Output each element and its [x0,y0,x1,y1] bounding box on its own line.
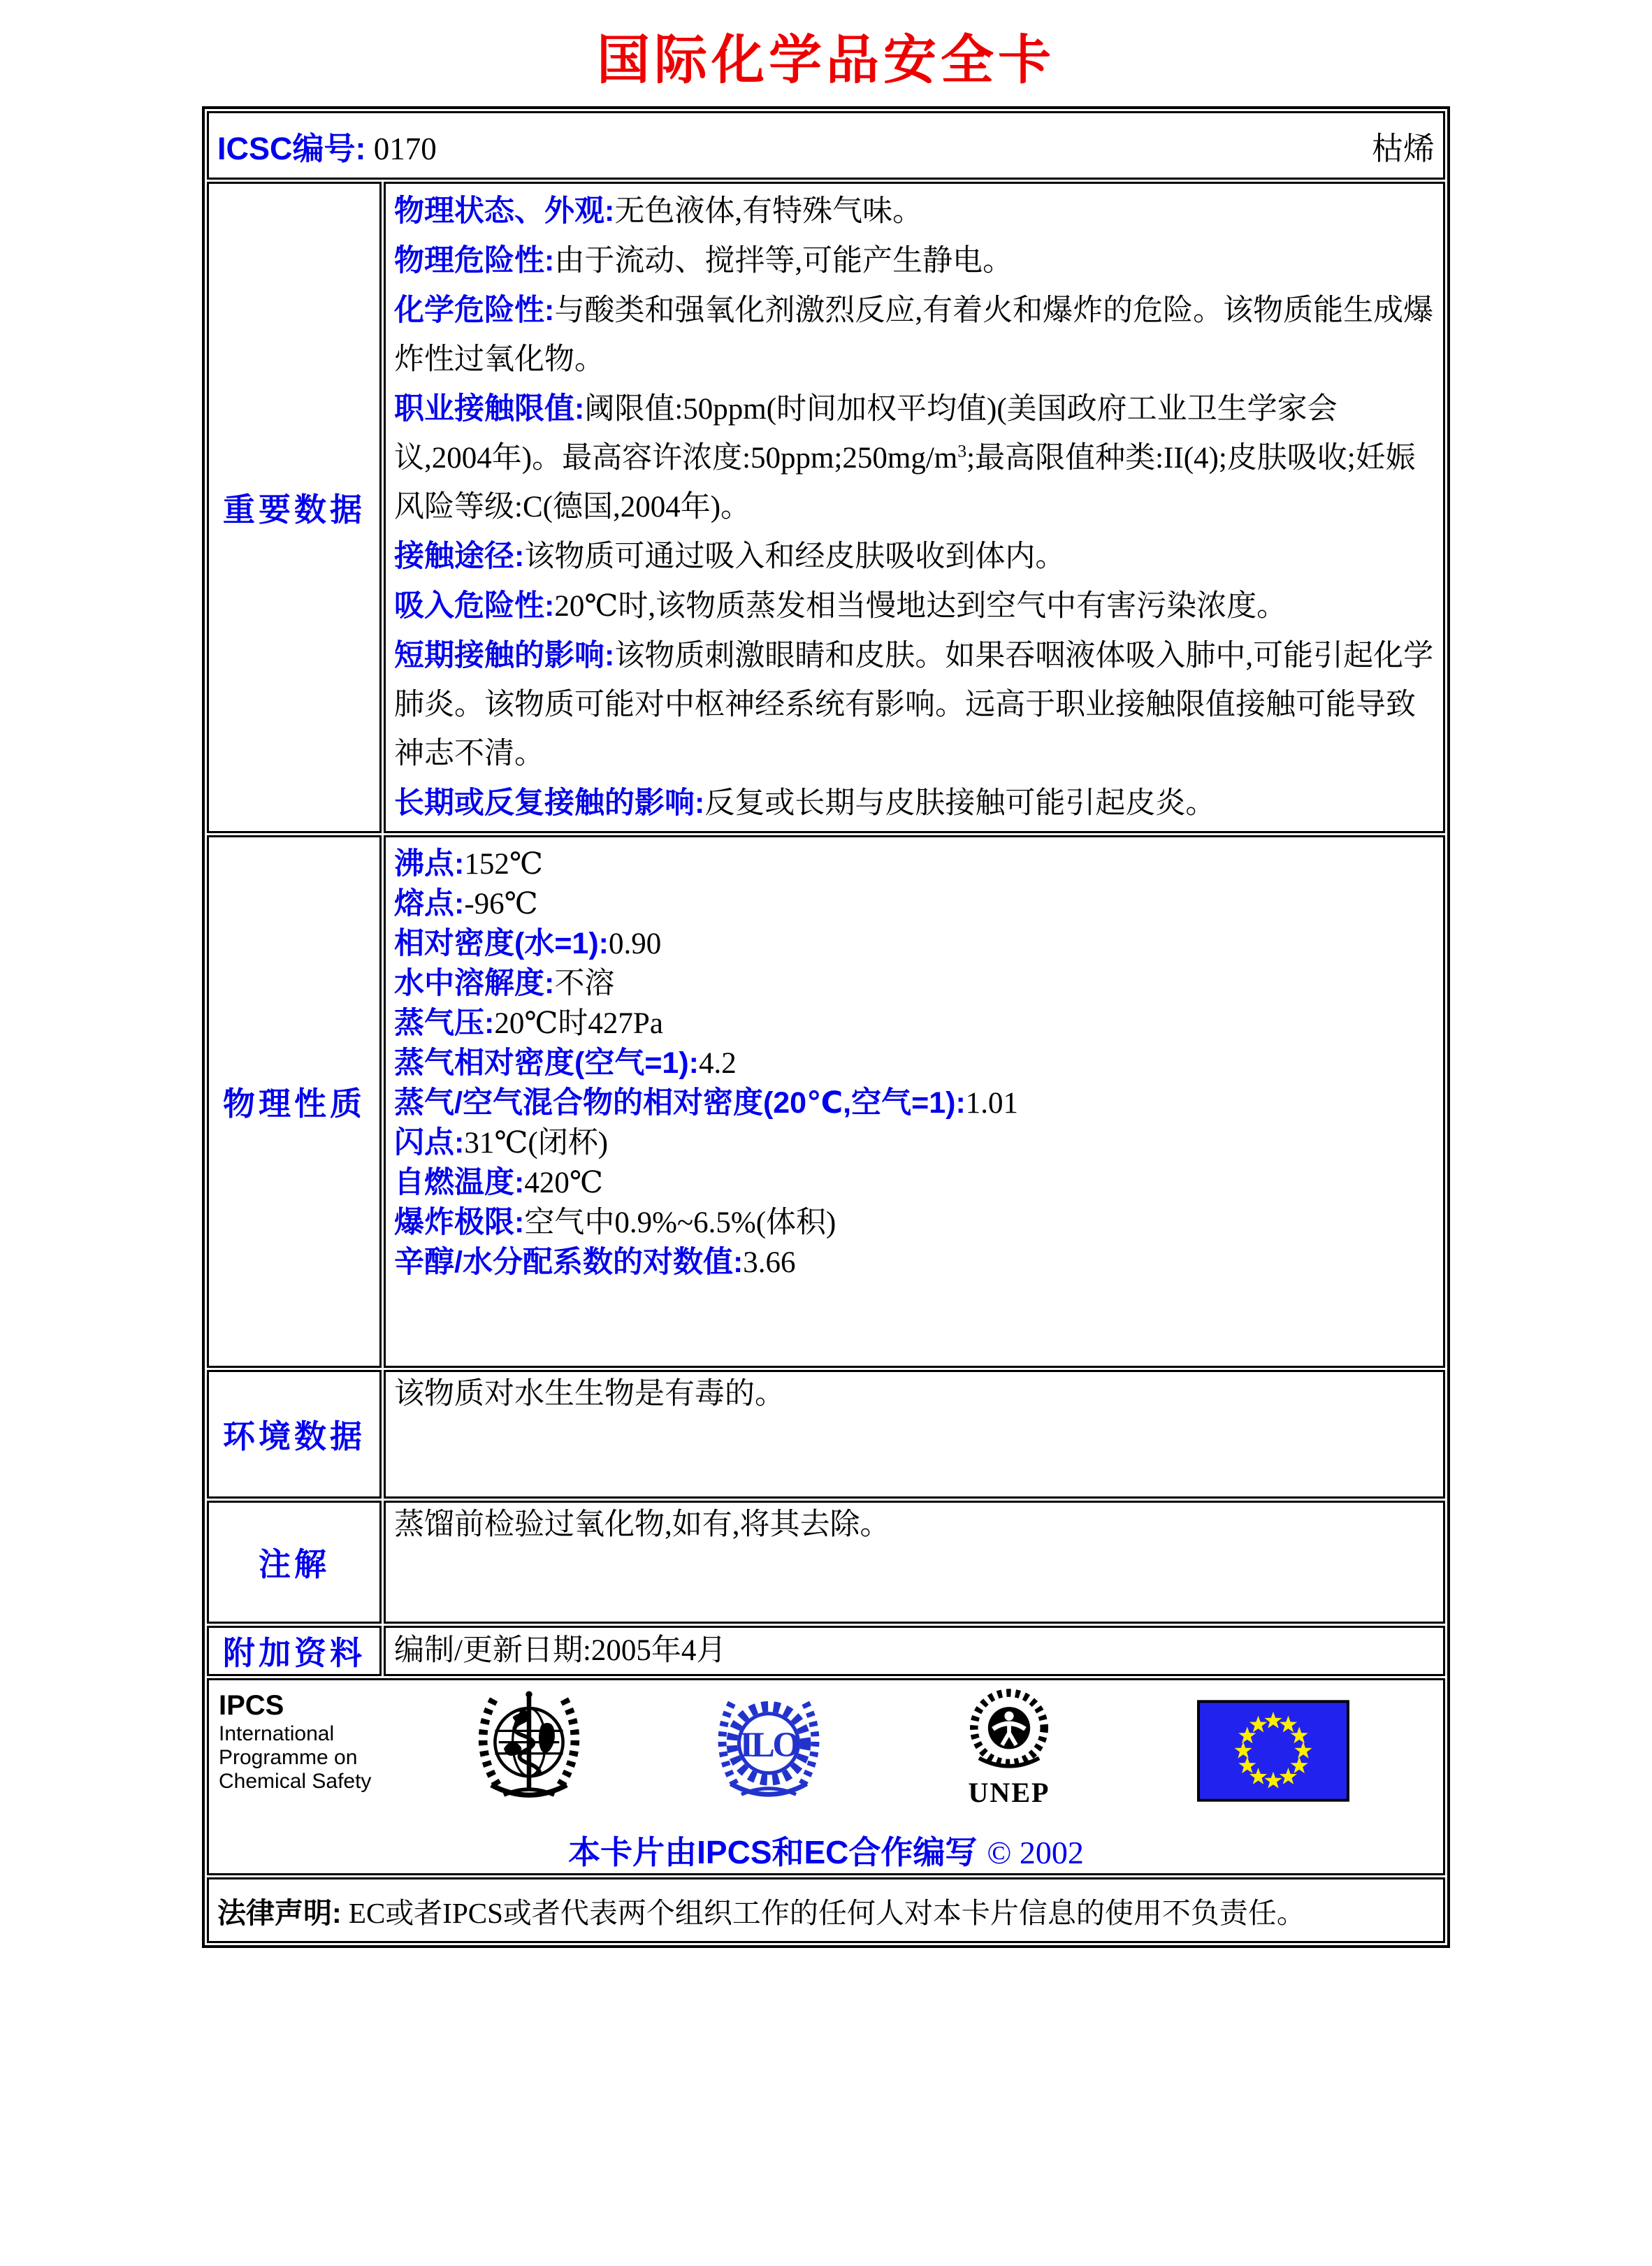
property-line [394,1004,1435,1044]
ilo-logo-icon [709,1689,828,1807]
field-value: -96℃ [464,888,538,921]
important-data-item [394,532,1435,582]
page-title: 国际化学品安全卡 [597,29,1055,91]
field-label: 吸入危险性: [394,589,555,623]
important-data-item [394,286,1435,384]
field-label: 蒸气压: [394,1006,495,1040]
field-value: 4.2 [698,1047,737,1080]
property-line [394,884,1435,924]
field-label: 闪点: [394,1126,465,1160]
field-text: 无色液体,有特殊气味。 [614,195,923,228]
header-row [207,111,1445,180]
field-text: 阈限值:50ppm(时间加权平均值)(美国政府工业卫生学家会议,2004年)。最高容许浓度:50ppm;250mg/m [394,393,1338,475]
field-label: 短期接触的影响: [394,639,615,672]
field-label: 蒸气相对密度(空气=1): [394,1046,699,1080]
chemical-name: 枯烯 [1371,131,1435,166]
icsc-card-table [202,106,1450,1948]
additional-info-row [207,1626,1445,1676]
ipcs-acronym: IPCS [219,1690,284,1721]
logos-cell [207,1678,1445,1875]
ipcs-line: International [219,1722,335,1745]
field-label: 辛醇/水分配系数的对数值: [394,1246,744,1279]
section-label-physical-properties: 物理性质 [207,835,382,1368]
legal-cell [207,1877,1445,1943]
eu-flag-icon [1197,1700,1349,1802]
field-value: 空气中0.9%~6.5%(体积) [524,1206,836,1239]
section-label-additional-info: 附加资料 [207,1626,382,1676]
credit-line [209,1827,1443,1873]
svg-text:ILO: ILO [739,1725,798,1765]
field-label: 长期或反复接触的影响: [394,786,705,820]
field-value: 1.01 [965,1087,1019,1120]
ipcs-line: Chemical Safety [219,1770,372,1793]
section-label-environmental-data: 环境数据 [207,1370,382,1499]
legal-text: EC或者IPCS或者代表两个组织工作的任何人对本卡片信息的使用不负责任。 [348,1896,1305,1929]
field-label: 自燃温度: [394,1166,525,1199]
additional-info-content: 编制/更新日期:2005年4月 [384,1626,1445,1676]
section-label-important-data: 重要数据 [207,182,382,833]
logos-row [207,1678,1445,1875]
important-data-item [394,236,1435,286]
important-data-item [394,631,1435,779]
field-label: 职业接触限值: [394,392,585,426]
property-line [394,1163,1435,1203]
important-data-item [394,384,1435,532]
property-line [394,1243,1435,1283]
unep-logo-icon [957,1686,1062,1778]
field-label: 沸点: [394,847,465,881]
unep-logo-block [944,1686,1074,1807]
field-label: 爆炸极限: [394,1206,525,1239]
field-text: 与酸类和强氧化剂激烈反应,有着火和爆炸的危险。该物质能生成爆炸性过氧化物。 [394,294,1434,376]
ipcs-line: Programme on [219,1746,358,1769]
physical-properties-content [384,835,1445,1368]
field-value: 不溶 [554,967,615,1000]
environmental-data-row [207,1370,1445,1499]
field-label: 水中溶解度: [394,967,555,1000]
field-text: ;最高限值种类:II(4);皮肤吸收;妊娠风险等级:C(德国,2004年)。 [394,442,1416,524]
important-data-content [384,182,1445,833]
property-line [394,924,1435,964]
legal-row [207,1877,1445,1943]
physical-properties-row [207,835,1445,1368]
icsc-number-label: ICSC编号: [217,130,366,166]
who-logo-icon [466,1683,592,1809]
field-value: 152℃ [464,848,543,881]
field-value: 3.66 [743,1246,796,1279]
field-text: 反复或长期与皮肤接触可能引起皮炎。 [704,787,1216,820]
header-cell [207,111,1445,180]
superscript: 3 [957,440,967,461]
important-data-item [394,582,1435,631]
field-label: 物理危险性: [394,244,555,277]
ipcs-text-block [219,1690,371,1794]
property-line [394,964,1435,1004]
unep-caption: UNEP [968,1777,1050,1808]
notes-content: 蒸馏前检验过氧化物,如有,将其去除。 [384,1501,1445,1624]
notes-row [207,1501,1445,1624]
property-line [394,1044,1435,1083]
field-label: 熔点: [394,887,465,921]
field-text: 20℃时,该物质蒸发相当慢地达到空气中有害污染浓度。 [554,590,1287,623]
field-label: 蒸气/空气混合物的相对密度(20℃,空气=1): [394,1086,966,1120]
property-line [394,1203,1435,1243]
field-value: 31℃(闭杯) [464,1127,609,1160]
important-data-row [207,182,1445,833]
credit-text: 本卡片由IPCS和EC合作编写 [568,1834,978,1870]
important-data-item [394,779,1435,828]
section-label-notes: 注解 [207,1501,382,1624]
field-text: 由于流动、搅拌等,可能产生静电。 [554,245,1013,277]
icsc-number-value: 0170 [373,131,437,166]
property-line [394,844,1435,884]
field-label: 物理状态、外观: [394,194,615,228]
field-value: 420℃ [524,1167,603,1199]
field-text: 该物质刺激眼睛和皮肤。如果吞咽液体吸入肺中,可能引起化学肺炎。该物质可能对中枢神经系统有影响。远高于职业接触限值接触可能导致神志不清。 [394,640,1434,770]
important-data-item [394,187,1435,236]
field-text: 该物质可通过吸入和经皮肤吸收到体内。 [524,540,1066,573]
property-line [394,1083,1435,1123]
field-label: 相对密度(水=1): [394,927,609,960]
field-value: 0.90 [608,928,662,960]
field-value: 20℃时427Pa [494,1007,663,1040]
legal-label: 法律声明: [217,1896,342,1929]
icsc-number-group [217,123,437,168]
copyright-text: © 2002 [987,1835,1084,1870]
field-label: 接触途径: [394,540,525,573]
property-line [394,1123,1435,1163]
environmental-data-content: 该物质对水生生物是有毒的。 [384,1370,1445,1499]
field-label: 化学危险性: [394,294,555,327]
